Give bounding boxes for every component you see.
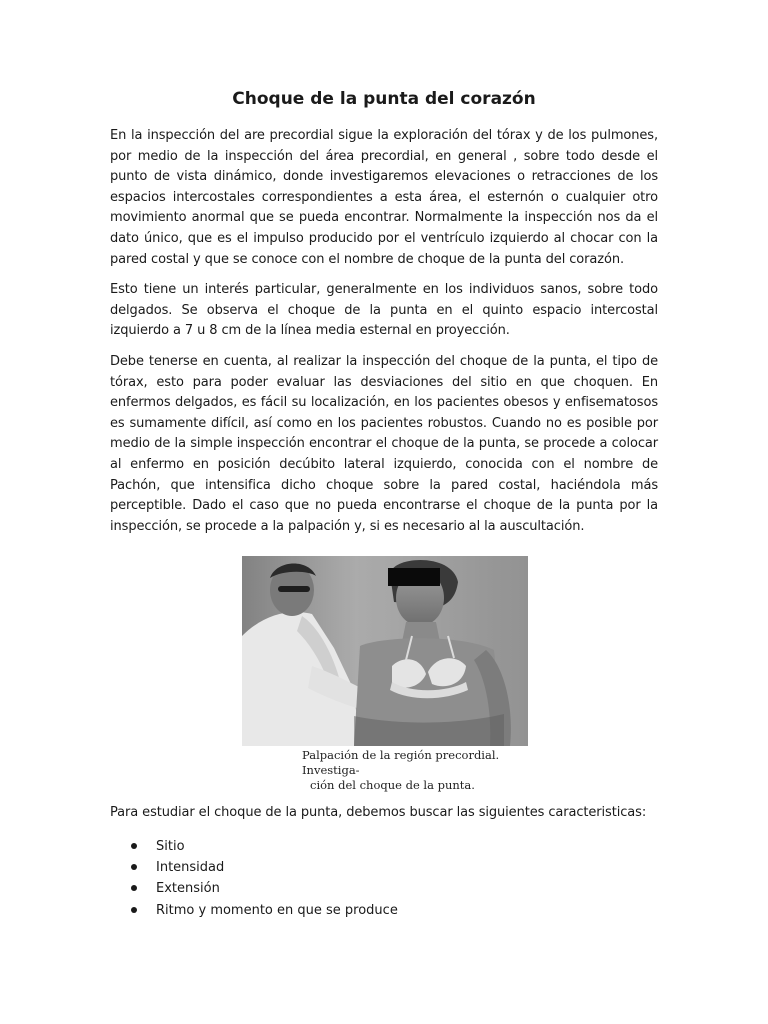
figure-palpation: [242, 556, 528, 792]
list-intro: Para estudiar el choque de la punta, debemos buscar las siguientes caracteristicas:: [110, 805, 647, 820]
bullet-icon: [131, 885, 137, 891]
list-item: [110, 857, 658, 878]
bullet-icon: [131, 843, 137, 849]
characteristics-section: [110, 803, 658, 921]
paragraph-3: Debe tenerse en cuenta, al realizar la inspección del choque de la punta, el tipo de tórax, esto para poder evaluar las desviaciones del sitio en que choquen. En enfermos delgados, es fácil su localización, en los pacientes obesos y enfisematosos es sumamente difícil, así como en los pacientes robustos. Cuando no es posible por medio de la simple inspección encontrar el choque de la punta, se procede a colocar al enfermo en posición decúbito lateral izquierdo, conocida con el nombre de Pachón, que intensifica dicho choque sobre la pared costal, haciéndola más perceptible. Dado el caso que no pueda encontrarse el choque de la punta por la inspección, se procede a la palpación y, si es necesario al la auscultación.: [110, 353, 658, 534]
list-item: [110, 836, 658, 857]
palpation-photo: [242, 556, 528, 746]
characteristics-list: [110, 836, 658, 922]
page-title: Choque de la punta del corazón: [232, 89, 536, 109]
list-item-label: Ritmo y momento en que se produce: [156, 902, 398, 918]
bullet-icon: [131, 907, 137, 913]
list-item: [110, 900, 658, 921]
list-item-label: Sitio: [156, 838, 185, 854]
paragraph-2: Esto tiene un interés particular, generalmente en los individuos sanos, sobre todo delgados. Se observa el choque de la punta en el quinto espacio intercostal izquierdo a 7 u 8 cm de la línea media esternal en proyección.: [110, 282, 658, 339]
list-item: [110, 878, 658, 899]
figure-caption: [302, 748, 528, 793]
bullet-icon: [131, 864, 137, 870]
list-item-label: Intensidad: [156, 860, 225, 875]
list-item-label: Extensión: [156, 881, 220, 897]
caption-line-2: ción del choque de la punta.: [310, 778, 475, 792]
caption-line-1: Palpación de la región precordial. Investiga-: [302, 748, 500, 777]
paragraph-1: En la inspección del are precordial sigue la exploración del tórax y de los pulmones, por medio de la inspección del área precordial, en general , sobre todo desde el punto de vista dinámico, donde investigaremos elevaciones o retracciones de los espacios intercostales correspondientes a esta área, el esternón o cualquier otro movimiento anormal que se pueda encontrar. Normalmente la inspección nos da el dato único, que es el impulso producido por el ventrículo izquierdo al chocar con la pared costal y que se conoce con el nombre de choque de la punta del corazón.: [110, 128, 658, 267]
document-body: [110, 86, 658, 547]
